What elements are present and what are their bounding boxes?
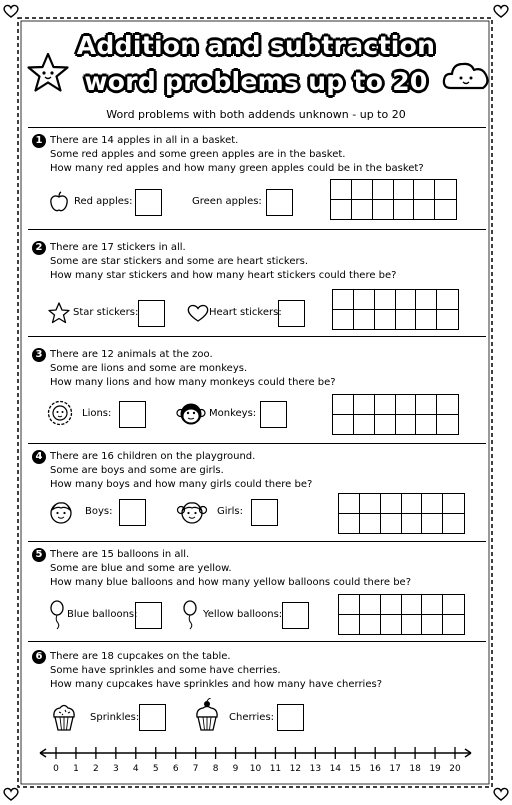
boys-label: Boys: [85, 506, 113, 517]
number-line-label: 14 [329, 764, 342, 774]
question-number: 6 [32, 650, 46, 664]
number-line-label: 1 [73, 764, 79, 774]
ten-frame-grid [338, 594, 465, 635]
title-line-2: word problems up to 20 [84, 67, 428, 96]
divider [28, 443, 486, 444]
cupcake-icon [51, 702, 77, 732]
question-line: Some red apples and some green apples are in the basket. [50, 149, 346, 160]
blue-balloons-answer-box[interactable] [135, 602, 162, 629]
question-line: There are 18 cupcakes on the table. [50, 651, 231, 662]
heart-stickers-answer-box[interactable] [278, 300, 305, 327]
number-line [38, 742, 473, 782]
number-line-label: 0 [53, 764, 59, 774]
question-number: 4 [32, 450, 46, 464]
question-line: There are 12 animals at the zoo. [50, 349, 213, 360]
cherries-answer-box[interactable] [277, 704, 304, 731]
heart-corner-icon [493, 786, 509, 802]
monkeys-answer-box[interactable] [260, 401, 287, 428]
divider [28, 229, 486, 230]
question-line: How many lions and how many monkeys could there be? [50, 377, 336, 388]
green-apples-label: Green apples: [192, 196, 262, 207]
question-line: Some are blue and some are yellow. [50, 563, 232, 574]
number-line-label: 11 [269, 764, 282, 774]
heart-icon [187, 303, 209, 323]
question-line: How many cupcakes have sprinkles and how many have cherries? [50, 679, 383, 690]
question-4 [32, 450, 492, 540]
heart-corner-icon [3, 786, 19, 802]
number-line-label: 3 [112, 764, 119, 774]
question-line: There are 14 apples in all in a basket. [50, 135, 239, 146]
lions-answer-box[interactable] [119, 401, 146, 428]
number-line-axis [38, 742, 473, 764]
question-line: How many red apples and how many green apples could be in the basket? [50, 163, 424, 174]
number-line-label: 7 [192, 764, 199, 774]
girls-answer-box[interactable] [251, 499, 278, 526]
number-line-label: 5 [152, 764, 159, 774]
number-line-label: 20 [449, 764, 461, 774]
red-apples-answer-box[interactable] [135, 189, 162, 216]
question-number: 5 [32, 548, 46, 562]
number-line-label: 18 [409, 764, 421, 774]
question-text [50, 348, 336, 390]
star-mascot-icon [26, 52, 70, 94]
divider [28, 127, 486, 128]
lion-icon [47, 400, 73, 426]
boys-answer-box[interactable] [119, 499, 146, 526]
number-line-label: 17 [389, 764, 401, 774]
question-3 [32, 348, 492, 438]
lions-label: Lions: [82, 408, 112, 419]
question-1 [32, 134, 492, 224]
cloud-mascot-icon [441, 58, 491, 92]
question-line: Some are boys and some are girls. [50, 465, 224, 476]
number-line-label: 4 [132, 764, 139, 774]
question-6 [32, 650, 492, 740]
girl-icon [176, 498, 208, 526]
girls-label: Girls: [217, 506, 243, 517]
question-text [50, 450, 312, 492]
question-line: Some have sprinkles and some have cherries. [50, 665, 281, 676]
question-line: Some are lions and some are monkeys. [50, 363, 248, 374]
monkey-icon [176, 401, 206, 427]
number-line-label: 10 [249, 764, 262, 774]
sprinkles-answer-box[interactable] [139, 704, 166, 731]
divider [28, 641, 486, 642]
yellow-balloons-label: Yellow balloons: [203, 609, 283, 620]
cupcake-cherry-icon [194, 698, 220, 732]
question-text [50, 548, 411, 590]
number-line-label: 15 [349, 764, 361, 774]
divider [28, 541, 486, 542]
question-text [50, 134, 424, 176]
subtitle: Word problems with both addends unknown - up to 20 [106, 108, 406, 121]
divider [28, 336, 486, 337]
number-line-label: 13 [309, 764, 322, 774]
sprinkles-label: Sprinkles: [90, 712, 140, 723]
question-2 [32, 241, 492, 331]
question-line: How many star stickers and how many heart stickers could there be? [50, 270, 397, 281]
apple-icon [49, 191, 69, 213]
question-text [50, 650, 382, 692]
question-number: 3 [32, 348, 46, 362]
question-line: How many boys and how many girls could there be? [50, 479, 313, 490]
ten-frame-grid [338, 493, 465, 534]
balloon-icon [182, 600, 198, 630]
heart-corner-icon [3, 3, 19, 19]
star-stickers-label: Star stickers: [73, 307, 139, 318]
star-icon [48, 302, 70, 324]
number-line-label: 9 [232, 764, 239, 774]
balloon-icon [49, 600, 65, 630]
number-line-label: 12 [289, 764, 302, 774]
question-number: 2 [32, 241, 46, 255]
question-line: How many blue balloons and how many yellow balloons could there be? [50, 577, 411, 588]
yellow-balloons-answer-box[interactable] [282, 602, 309, 629]
star-stickers-answer-box[interactable] [138, 300, 165, 327]
title-line-1: Addition and subtraction [76, 31, 436, 60]
question-line: There are 17 stickers in all. [50, 242, 186, 253]
page-title [55, 28, 457, 100]
cherries-label: Cherries: [229, 712, 275, 723]
ten-frame-grid [332, 394, 459, 435]
question-number: 1 [32, 134, 46, 148]
red-apples-label: Red apples: [74, 196, 133, 207]
heart-corner-icon [493, 3, 509, 19]
monkeys-label: Monkeys: [209, 408, 257, 419]
question-text [50, 241, 396, 283]
boy-icon [48, 499, 74, 525]
question-line: There are 16 children on the playground. [50, 451, 256, 462]
question-line: Some are star stickers and some are heart stickers. [50, 256, 308, 267]
ten-frame-grid [332, 289, 459, 330]
question-line: There are 15 balloons in all. [50, 549, 190, 560]
number-line-label: 16 [369, 764, 381, 774]
number-line-label: 8 [212, 764, 219, 774]
ten-frame-grid [330, 179, 457, 220]
heart-stickers-label: Heart stickers: [209, 307, 282, 318]
number-line-label: 2 [93, 764, 99, 774]
question-5 [32, 548, 492, 638]
number-line-label: 6 [172, 764, 179, 774]
number-line-label: 19 [429, 764, 441, 774]
green-apples-answer-box[interactable] [266, 189, 293, 216]
blue-balloons-label: Blue balloons: [67, 609, 138, 620]
